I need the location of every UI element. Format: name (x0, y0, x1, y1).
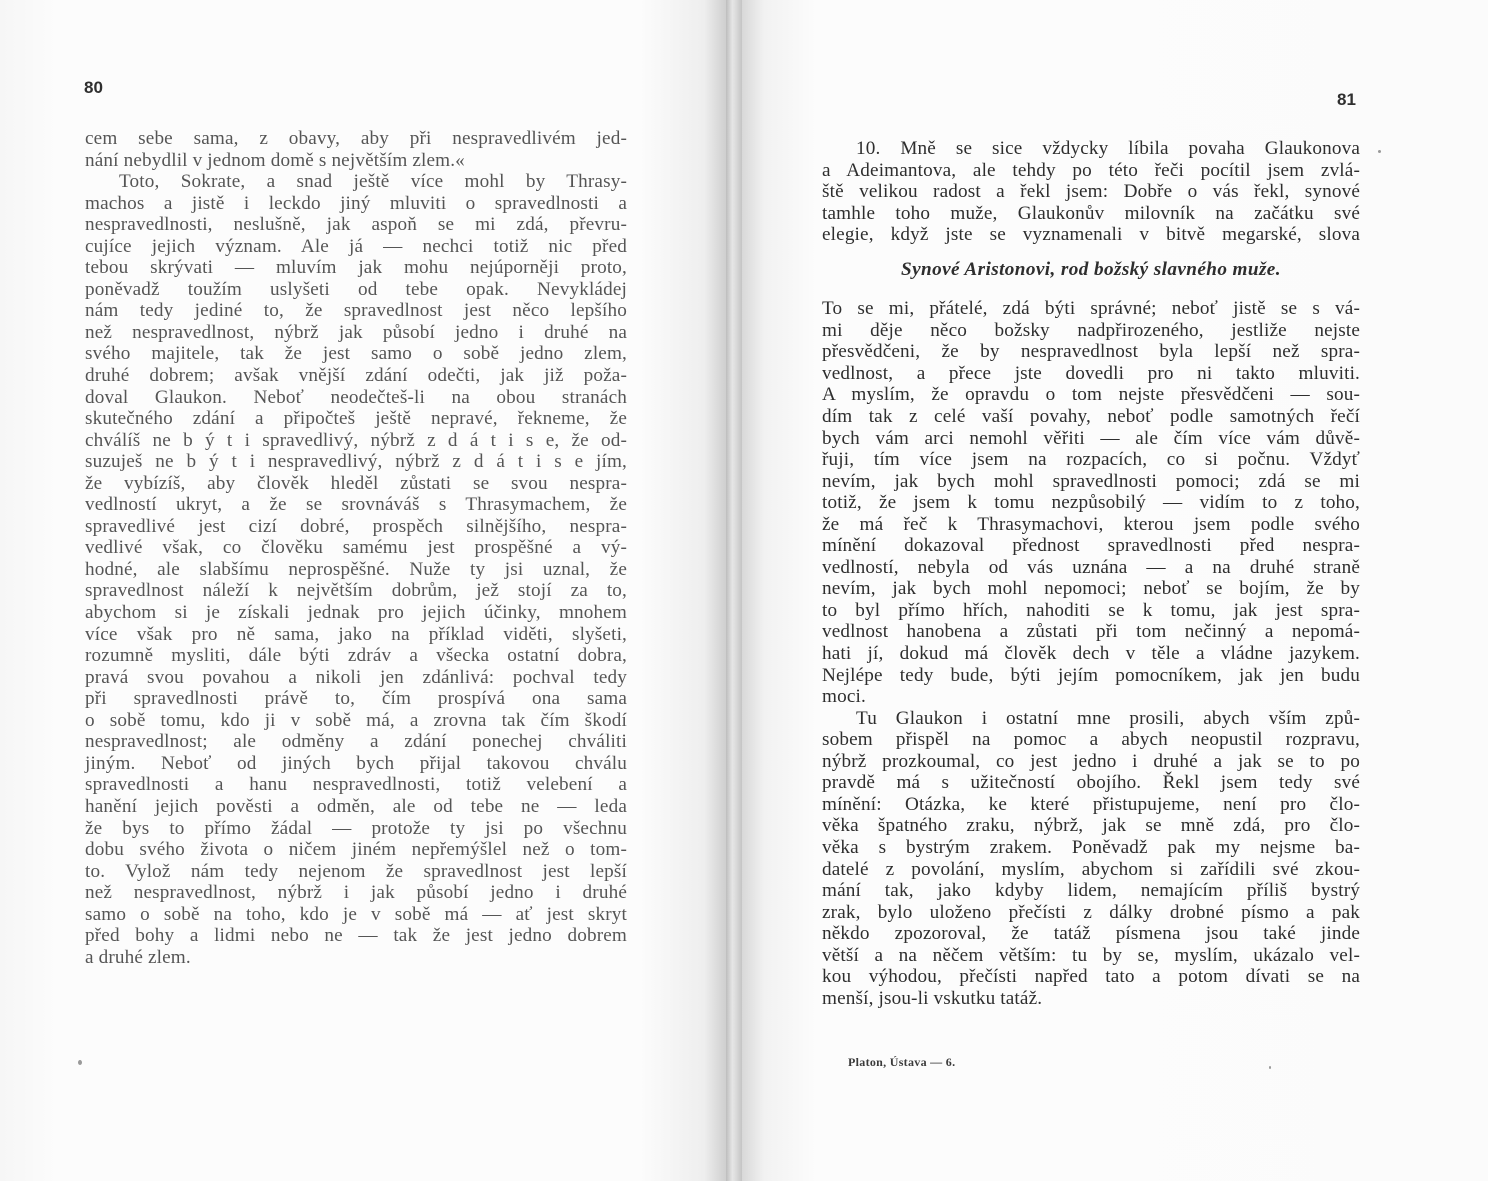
verse-spacer (822, 246, 1360, 256)
text-line: mínění: Otázka, ke které přistupujeme, není pro člo- (822, 793, 1360, 815)
text-line: hati jí, dokud má člověk dech v těle a vládne jazykem. (822, 643, 1360, 665)
page-number-right: 81 (1337, 90, 1356, 109)
text-line: rozumně mysliti, dále býti zdráv a všecka ostatní dobra, (85, 645, 627, 667)
text-line: hodné, ale slabšímu neprospěšné. Nuže ty jsi uznal, že (85, 558, 627, 580)
text-line: svého majitele, tak že jest samo o sobě jedno zlem, (85, 343, 627, 365)
text-line: řuji, tím více jsem na rozpacích, co si počnu. Vždyť (822, 449, 1360, 471)
text-line: a Adeimantova, ale tehdy po této řeči pocítil jsem zvlá- (822, 159, 1360, 181)
text-line: nýbrž prozkoumal, co jest jedno i druhé a jak se to po (822, 750, 1360, 772)
text-line: o sobě tomu, kdo ji v sobě má, a zrovna tak čím škodí (85, 709, 627, 731)
text-line: machos a jistě i leckdo jiný mluviti o spravedlnosti a (85, 192, 627, 214)
text-line: spravedlivé jest cizí dobré, prospěch silnějšího, nespra- (85, 515, 627, 537)
text-line: zrak, bylo uloženo přečísti z dálky drobné písmo a pak (822, 901, 1360, 923)
text-line: kou výhodou, přečísti napřed tato a potom dívati se na (822, 966, 1360, 988)
text-line: věka s bystrým zrakem. Poněvadž pak my nejsme ba- (822, 836, 1360, 858)
text-line: vedlnost hanobena a zůstati při tom nečinný a nepomá- (822, 621, 1360, 643)
scan-speck (1269, 1066, 1271, 1069)
text-line: nespravedlnosti, neslušně, jak aspoň se mi zdá, převru- (85, 214, 627, 236)
text-line: jiným. Neboť od jiných bych přijal takovou chválu (85, 752, 627, 774)
text-line: mi děje něco božsky nadpřirozeného, jestliže nejste (822, 319, 1360, 341)
text-line: více však pro ně sama, jako na příklad viděti, slyšeti, (85, 623, 627, 645)
text-line: 10. Mně se sice vždycky líbila povaha Glaukonova (856, 138, 1360, 159)
text-line: větší a na něčem větším: tu by se, myslím, ukázalo vel- (822, 944, 1360, 966)
text-line: A myslím, že opravdu o tom nejste přesvědčeni — sou- (822, 384, 1360, 406)
text-line: chválíš ne b ý t i spravedlivý, nýbrž z d á t i s e, že od- (85, 429, 627, 451)
text-line: před bohy a lidmi nebo ne — tak že jest jedno dobrem (85, 925, 627, 947)
text-line: Toto, Sokrate, a snad ještě více mohl by Thrasy- (119, 171, 627, 193)
text-line: že má řeč k Thrasymachovi, kterou jsem podle svého (822, 513, 1360, 535)
text-line: To se mi, přátelé, zdá býti správné; neboť jistě se s vá- (822, 298, 1360, 320)
text-line: a druhé zlem. (85, 946, 191, 968)
text-line: spravedlnosti a hanu nespravedlnosti, totiž velebení a (85, 774, 627, 796)
text-line: ště velikou radost a řekl jsem: Dobře o vás řekl, synové (822, 181, 1360, 203)
text-line: doval Glaukon. Neboť neodečteš-li na obou stranách (85, 386, 627, 408)
text-line: při spravedlnosti právě to, čím prospívá ona sama (85, 688, 627, 710)
left-page (0, 0, 726, 1181)
text-line: skutečného zdání a připočteš ještě nepravé, řekneme, že (85, 408, 627, 430)
text-line: elegie, když jste se vyznamenali v bitvě megarské, slova (822, 224, 1360, 246)
text-line: mání tak, jako kdyby lidem, nemajícím příliš bystrý (822, 880, 1360, 902)
text-line: Tu Glaukon i ostatní mne prosili, abych vším způ- (856, 707, 1360, 729)
text-line: poněvadž toužím uslyšeti od tebe opak. Nevykládej (85, 278, 627, 300)
text-line: dobu svého života o ničem jiném nepřemýšlel než o tom- (85, 839, 627, 861)
page-footer-signature: Platon, Ústava — 6. (848, 1055, 956, 1069)
text-line: cem sebe sama, z obavy, aby při nespravedlivém jed- (85, 128, 627, 149)
right-page-text (822, 138, 1360, 1009)
text-line: druhé dobrem; avšak vnější zdání odečti, jak již poža- (85, 365, 627, 387)
text-line: nání nebydlil v jednom domě s největším zlem.« (85, 149, 465, 171)
text-line: nespravedlnost; ale odměny a zdání ponechej chváliti (85, 731, 627, 753)
text-line: cujíce jejich význam. Ale já — nechci totiž nic před (85, 235, 627, 257)
text-line: nám tedy jediné to, že spravedlnost jest něco lepšího (85, 300, 627, 322)
text-line: Nejlépe tedy bude, býti jejím pomocníkem, jak jen budu (822, 664, 1360, 686)
text-line: než nespravedlnost, nýbrž jak působí jedno i druhé na (85, 321, 627, 343)
text-line: hanění jejich pověsti a odměn, ale od tebe ne — leda (85, 795, 627, 817)
text-line: přesvědčeni, že by nespravedlnost byla lepší než spra- (822, 341, 1360, 363)
verse-spacer (822, 288, 1360, 298)
text-line: nevím, jak bych mohl nepomoci; neboť se bojím, že by (822, 578, 1360, 600)
scan-speck (78, 1060, 82, 1065)
text-line: tamhle toho muže, Glaukonův milovník na začátku své (822, 202, 1360, 224)
text-line: menší, jsou-li vskutku tatáž. (822, 987, 1043, 1009)
scan-speck (1378, 150, 1381, 153)
text-line: pravá svou povahou a nikoli jen zdánlivá: pochval tedy (85, 666, 627, 688)
text-line: to. Vylož nám tedy nejenom že spravedlnost jest lepší (85, 860, 627, 882)
text-line: totiž, že jsem k tomu nezpůsobilý — vidím to z toho, (822, 492, 1360, 514)
text-line: že vybízíš, aby člověk hleděl zůstati se svou nespra- (85, 472, 627, 494)
text-line: vedlnost, a přece jste dovedli pro ni takto mluviti. (822, 362, 1360, 384)
text-line: samo o sobě na toho, kdo je v sobě má — ať jest skryt (85, 903, 627, 925)
text-line: nevím, jak bych mohl spravedlnosti pomoci; zdá se mi (822, 470, 1360, 492)
text-line: věka špatného zraku, nýbrž, jak se mně zdá, pro člo- (822, 815, 1360, 837)
text-line: pravdě má s užitečností obojího. Řekl jsem tedy své (822, 772, 1360, 794)
text-line: suzuješ ne b ý t i nespravedlivý, nýbrž z d á t i s e jím, (85, 451, 627, 473)
text-line: vedlivé však, co člověku samému jest prospěšné a vý- (85, 537, 627, 559)
text-line: spravedlnost náleží k největším dobrům, jež stojí za to, (85, 580, 627, 602)
book-gutter (726, 0, 742, 1181)
text-line: bych vám arci nemohl věřiti — ale čím více vám důvě- (822, 427, 1360, 449)
text-line: sobem přispěl na pomoc a abych neopustil rozpravu, (822, 729, 1360, 751)
verse-quote: Synové Aristonovi, rod božský slavného muže. (901, 258, 1281, 280)
text-line: vedlností ukryt, a že se srovnáváš s Thrasymachem, že (85, 494, 627, 516)
text-line: to byl přímo hřích, nahoditi se k tomu, jak jest spra- (822, 599, 1360, 621)
page-number-left: 80 (84, 78, 103, 97)
text-line: někdo zpozoroval, že tatáž písmena jsou také jinde (822, 923, 1360, 945)
text-line: mínění dokazoval přednost spravedlnosti před nespra- (822, 535, 1360, 557)
left-page-text (85, 128, 627, 968)
text-line: vedlností, nebyla od vás uznána — a na druhé straně (822, 556, 1360, 578)
text-line: dím tak z celé vaší povahy, neboť podle samotných řečí (822, 406, 1360, 428)
text-line: než nespravedlnost, nýbrž i jak působí jedno i druhé (85, 882, 627, 904)
text-line: moci. (822, 686, 866, 708)
text-line: abychom si je získali jednak pro jejich účinky, mnohem (85, 602, 627, 624)
text-line: datelé z povolání, myslím, abychom si zařídili své zkou- (822, 858, 1360, 880)
text-line: že bys to přímo žádal — protože ty jsi po všechnu (85, 817, 627, 839)
text-line: tebou skrývati — mluvím jak mohu nejúporněji proto, (85, 257, 627, 279)
